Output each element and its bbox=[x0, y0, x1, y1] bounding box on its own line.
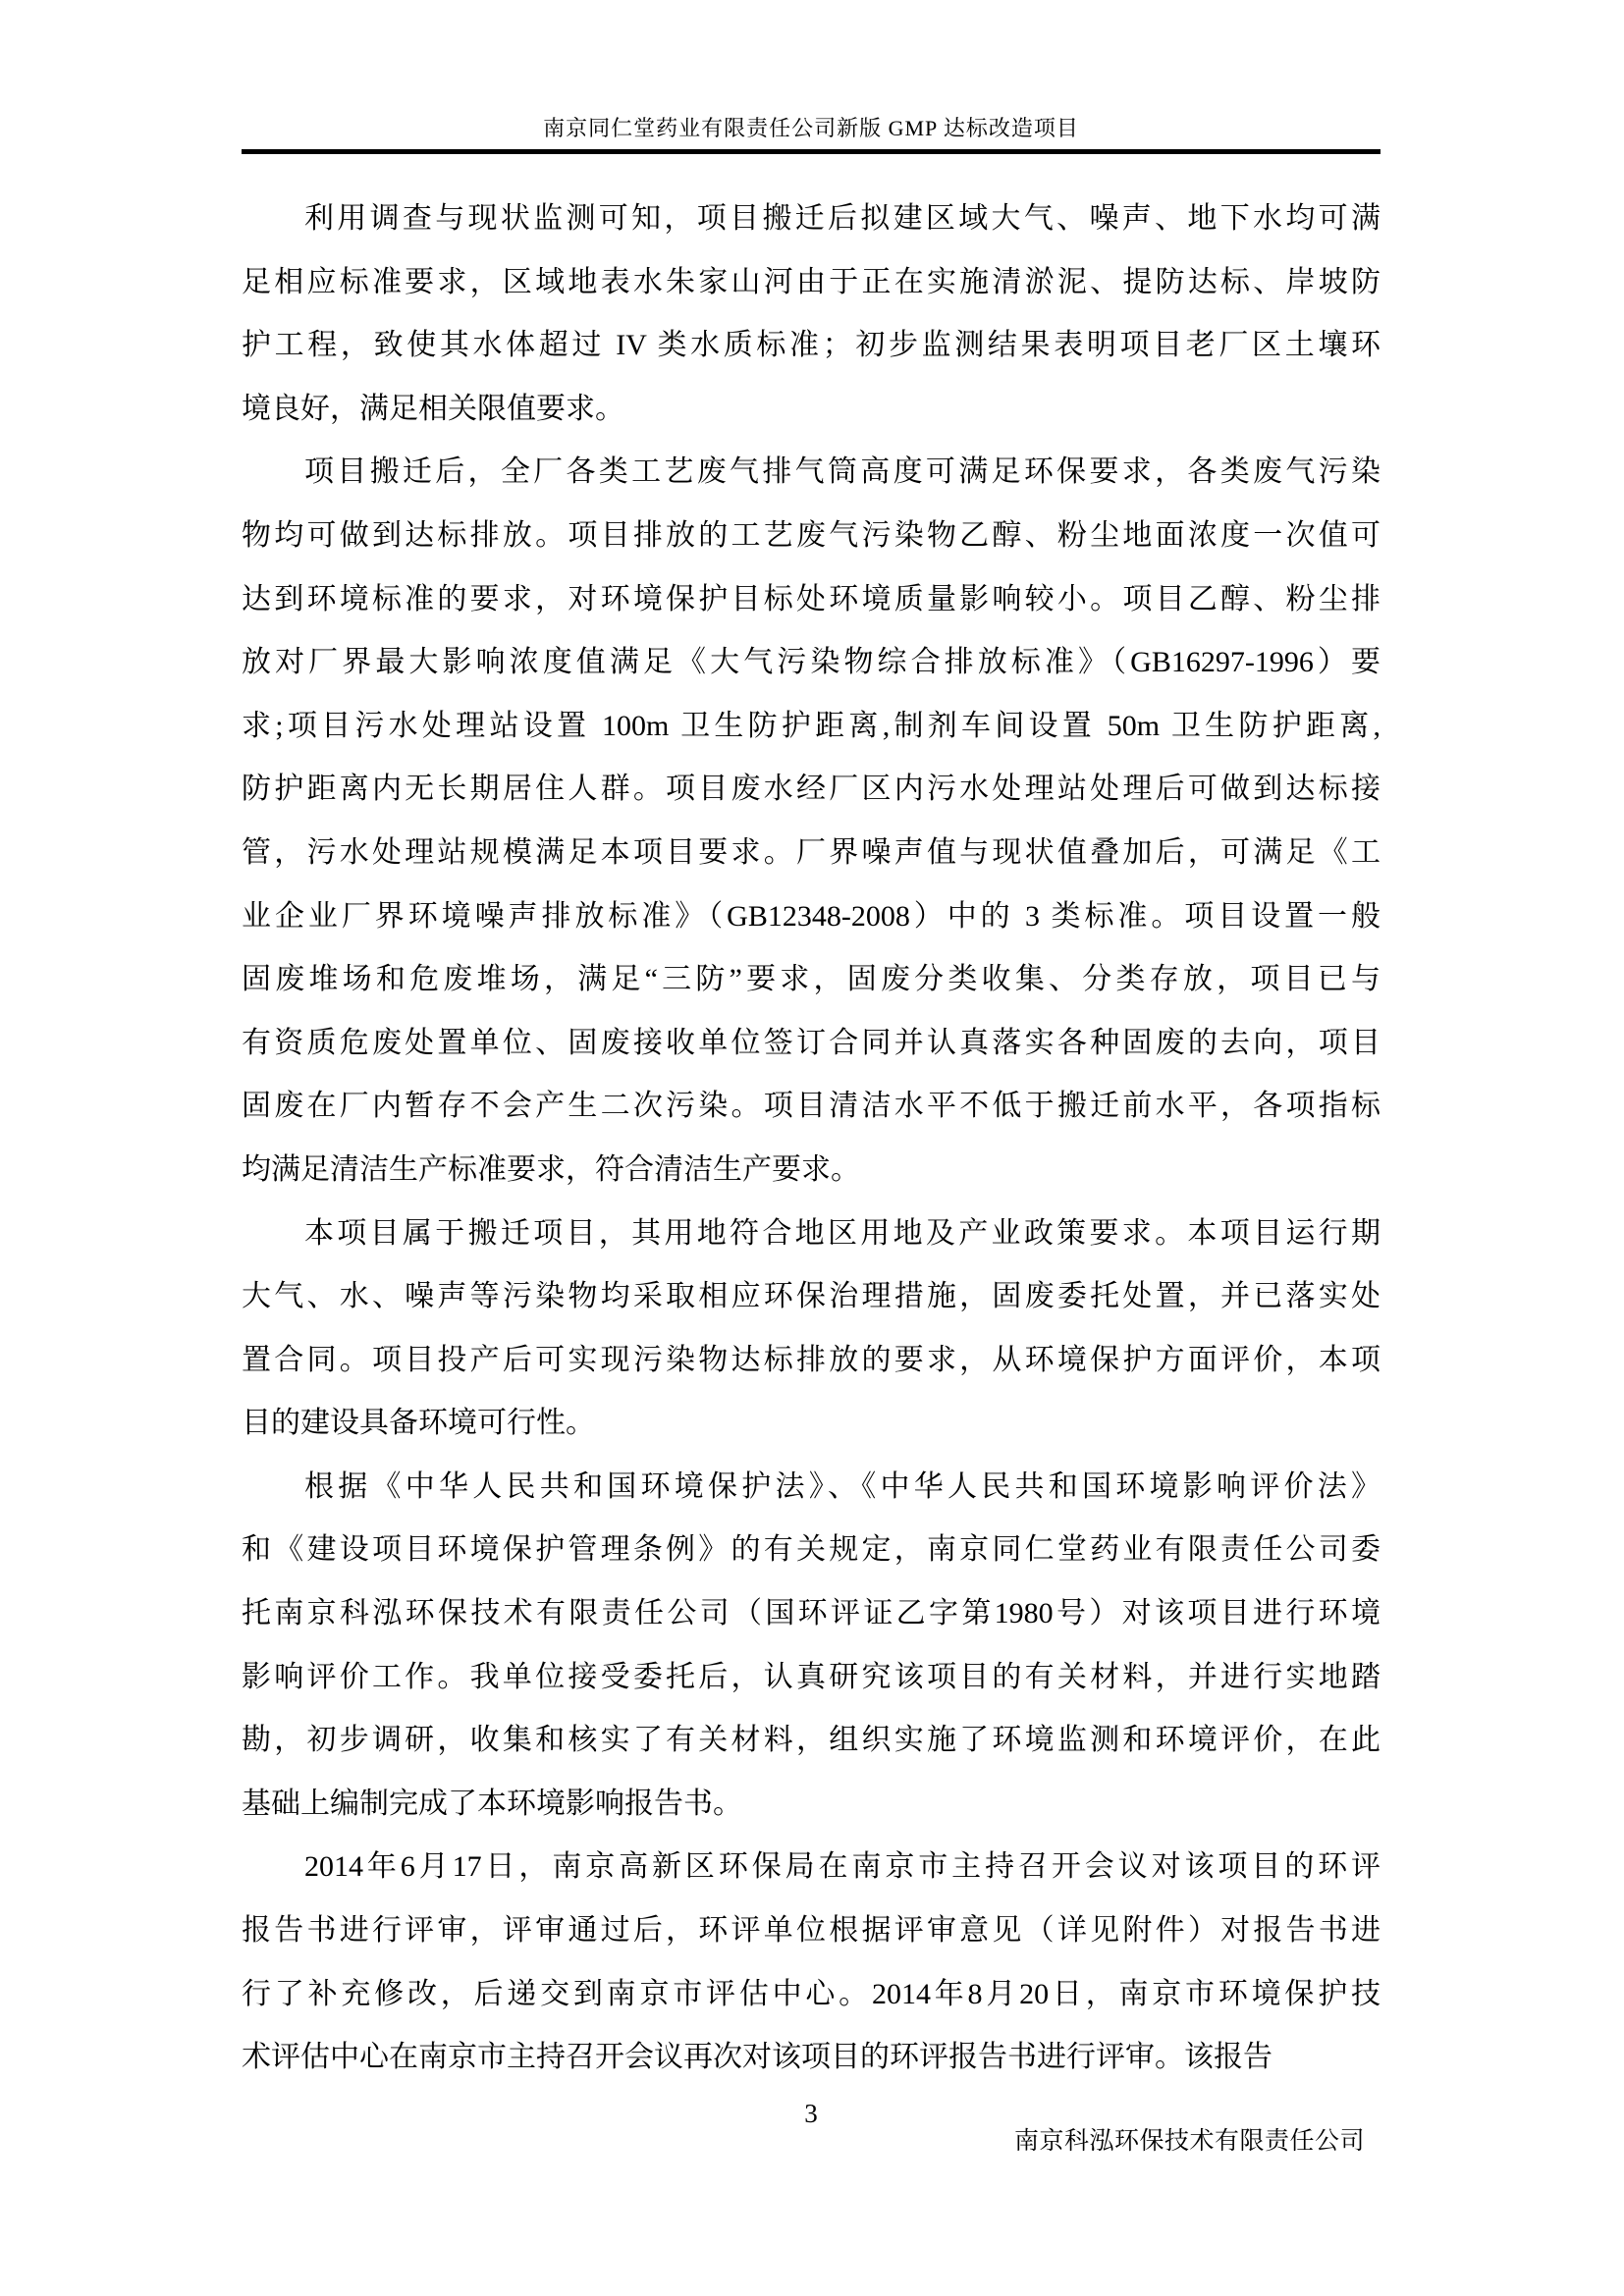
body-line: 行了补充修改，后递交到南京市评估中心。2014年8月20日，南京市环境保护技 bbox=[242, 1977, 1380, 2010]
body-line: 基础上编制完成了本环境影响报告书。 bbox=[242, 1787, 742, 1820]
body-line: 放对厂界最大影响浓度值满足《大气污染物综合排放标准》（GB16297-1996）要 bbox=[242, 646, 1380, 679]
body-line: 均满足清洁生产标准要求，符合清洁生产要求。 bbox=[242, 1152, 860, 1186]
body-line: 管，污水处理站规模满足本项目要求。厂界噪声值与现状值叠加后，可满足《工 bbox=[242, 835, 1380, 869]
body-line: 足相应标准要求，区域地表水朱家山河由于正在实施清淤泥、提防达标、岸坡防 bbox=[242, 265, 1380, 298]
body-line: 本项目属于搬迁项目，其用地符合地区用地及产业政策要求。本项目运行期 bbox=[304, 1216, 1380, 1250]
body-line: 有资质危废处置单位、固废接收单位签订合同并认真落实各种固废的去向，项目 bbox=[242, 1026, 1380, 1059]
body-line: 目的建设具备环境可行性。 bbox=[242, 1407, 595, 1440]
body-line: 防护距离内无长期居住人群。项目废水经厂区内污水处理站处理后可做到达标接 bbox=[242, 773, 1380, 806]
body-line: 影响评价工作。我单位接受委托后，认真研究该项目的有关材料，并进行实地踏 bbox=[242, 1660, 1380, 1693]
body-line: 固废堆场和危废堆场，满足“三防”要求，固废分类收集、分类存放，项目已与 bbox=[242, 963, 1380, 996]
body-line: 项目搬迁后，全厂各类工艺废气排气筒高度可满足环保要求，各类废气污染 bbox=[304, 455, 1380, 489]
body-line: 根据《中华人民共和国环境保护法》、《中华人民共和国环境影响评价法》 bbox=[304, 1469, 1380, 1503]
body-line: 置合同。项目投产后可实现污染物达标排放的要求，从环境保护方面评价，本项 bbox=[242, 1343, 1380, 1376]
body-line: 和《建设项目环境保护管理条例》的有关规定，南京同仁堂药业有限责任公司委 bbox=[242, 1533, 1380, 1567]
body-line: 报告书进行评审，评审通过后，环评单位根据评审意见（详见附件）对报告书进 bbox=[242, 1914, 1380, 1948]
body-line: 境良好，满足相关限值要求。 bbox=[242, 392, 624, 425]
document-body bbox=[242, 187, 1380, 2090]
body-line: 大气、水、噪声等污染物均采取相应环保治理措施，固废委托处置，并已落实处 bbox=[242, 1280, 1380, 1313]
body-line: 达到环境标准的要求，对环境保护目标处环境质量影响较小。项目乙醇、粉尘排 bbox=[242, 582, 1380, 615]
body-line: 托南京科泓环保技术有限责任公司（国环评证乙字第1980号）对该项目进行环境 bbox=[242, 1597, 1380, 1630]
header-rule bbox=[242, 149, 1380, 154]
body-line: 利用调查与现状监测可知，项目搬迁后拟建区域大气、噪声、地下水均可满 bbox=[304, 202, 1380, 235]
page-number: 3 bbox=[804, 2099, 818, 2128]
body-line: 固废在厂内暂存不会产生二次污染。项目清洁水平不低于搬迁前水平，各项指标 bbox=[242, 1090, 1380, 1123]
body-line: 求;项目污水处理站设置 100m 卫生防护距离,制剂车间设置 50m 卫生防护距离, bbox=[242, 709, 1380, 742]
body-line: 术评估中心在南京市主持召开会议再次对该项目的环评报告书进行评审。该报告 bbox=[242, 2041, 1272, 2074]
body-line: 业企业厂界环境噪声排放标准》（GB12348-2008）中的 3 类标准。项目设置一般 bbox=[242, 899, 1380, 933]
body-line: 2014年6月17日，南京高新区环保局在南京市主持召开会议对该项目的环评 bbox=[304, 1850, 1380, 1884]
footer-company-line bbox=[242, 2125, 1380, 2159]
body-line: 护工程，致使其水体超过 IV 类水质标准；初步监测结果表明项目老厂区土壤环 bbox=[242, 329, 1380, 362]
footer-company-name: 南京科泓环保技术有限责任公司 bbox=[1013, 2128, 1365, 2155]
body-line: 勘，初步调研，收集和核实了有关材料，组织实施了环境监测和环境评价，在此 bbox=[242, 1724, 1380, 1757]
header-title: 南京同仁堂药业有限责任公司新版 GMP 达标改造项目 bbox=[543, 116, 1079, 140]
body-line: 物均可做到达标排放。项目排放的工艺废气污染物乙醇、粉尘地面浓度一次值可 bbox=[242, 518, 1380, 552]
